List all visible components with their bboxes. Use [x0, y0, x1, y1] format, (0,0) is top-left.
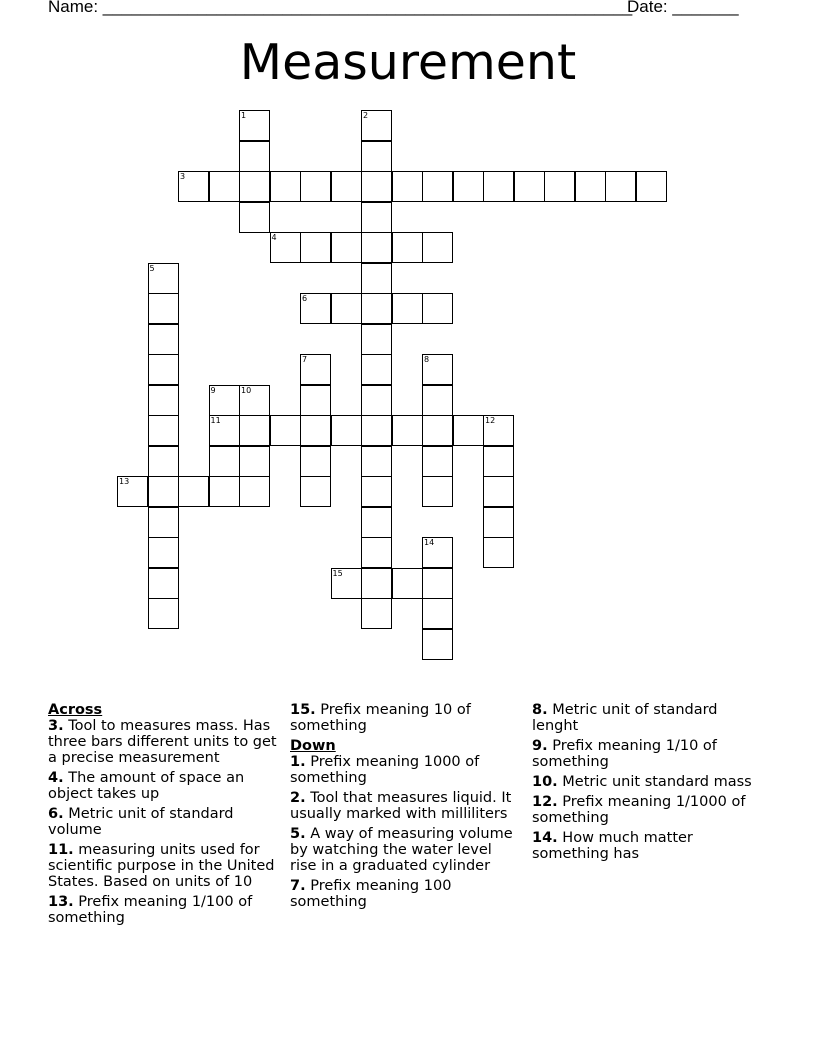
clue-item: [290, 754, 522, 786]
crossword-cell[interactable]: [178, 476, 209, 507]
crossword-cell[interactable]: [148, 568, 179, 599]
crossword-cell[interactable]: [361, 141, 392, 172]
clue-number: 13: [119, 477, 130, 486]
clue-item: [532, 830, 764, 862]
clue-item: [290, 702, 522, 734]
crossword-cell[interactable]: [483, 171, 514, 202]
clue-number: 15: [332, 568, 343, 578]
crossword-cell[interactable]: [422, 171, 453, 202]
crossword-cell[interactable]: [270, 171, 301, 202]
crossword-cell[interactable]: [575, 171, 606, 202]
clue-number: 2: [363, 111, 369, 120]
crossword-cell[interactable]: [239, 171, 270, 202]
crossword-cell[interactable]: [239, 476, 270, 507]
crossword-cell[interactable]: [636, 171, 667, 202]
clue-number: 3: [180, 172, 186, 181]
crossword-cell[interactable]: [453, 171, 484, 202]
clue-number: 9: [210, 385, 216, 395]
crossword-cell[interactable]: [331, 171, 362, 202]
clue-item-number: 6.: [48, 806, 64, 822]
clue-item-text: Tool to measures mass. Has three bars different units to get a precise measurement: [48, 718, 277, 766]
clue-item-number: 12.: [532, 794, 558, 810]
crossword-cell[interactable]: [239, 110, 270, 141]
clue-item-number: 14.: [532, 830, 558, 846]
crossword-cell[interactable]: [209, 415, 240, 446]
crossword-cell[interactable]: [148, 598, 179, 629]
crossword-cell[interactable]: [392, 293, 423, 324]
crossword-cell[interactable]: [300, 446, 331, 477]
crossword-cell[interactable]: [422, 446, 453, 477]
crossword-cell[interactable]: [361, 537, 392, 568]
crossword-cell[interactable]: [148, 293, 179, 324]
crossword-cell[interactable]: [178, 171, 209, 202]
crossword-cell[interactable]: [392, 232, 423, 263]
crossword-cell[interactable]: [239, 385, 270, 416]
clue-number: 12: [485, 416, 496, 425]
clue-number: 5: [149, 263, 155, 273]
clue-item-number: 15.: [290, 702, 316, 718]
clue-item: [290, 826, 522, 874]
crossword-cell[interactable]: [392, 568, 423, 599]
clue-item: [290, 790, 522, 822]
crossword-cell[interactable]: [148, 263, 179, 294]
clue-number: 4: [271, 233, 277, 242]
crossword-cell[interactable]: [300, 476, 331, 507]
clue-item-number: 13.: [48, 894, 74, 910]
clue-item-text: How much matter something has: [532, 830, 693, 862]
crossword-cell[interactable]: [300, 385, 331, 416]
clue-item-text: Prefix meaning 1000 of something: [290, 754, 480, 786]
crossword-cell[interactable]: [209, 171, 240, 202]
crossword-cell[interactable]: [361, 263, 392, 294]
crossword-cell[interactable]: [361, 598, 392, 629]
clue-item: [48, 894, 280, 926]
crossword-cell[interactable]: [331, 415, 362, 446]
crossword-cell[interactable]: [361, 415, 392, 446]
clue-column-1: [48, 702, 280, 930]
crossword-cell[interactable]: [422, 476, 453, 507]
crossword-cell[interactable]: [148, 324, 179, 355]
clue-number: 11: [210, 416, 221, 425]
crossword-cell[interactable]: [361, 507, 392, 538]
crossword-cell[interactable]: [300, 171, 331, 202]
clue-item-number: 4.: [48, 770, 64, 786]
clue-item: [532, 774, 764, 790]
crossword-cell[interactable]: [300, 232, 331, 263]
clue-item-number: 9.: [532, 738, 548, 754]
crossword-cell[interactable]: [361, 110, 392, 141]
clue-column-2: [290, 702, 522, 914]
crossword-cell[interactable]: [331, 568, 362, 599]
crossword-cell[interactable]: [483, 507, 514, 538]
clue-number: 7: [302, 355, 308, 364]
crossword-cell[interactable]: [544, 171, 575, 202]
clue-item-number: 7.: [290, 878, 306, 894]
crossword-cell[interactable]: [361, 232, 392, 263]
crossword-cell[interactable]: [239, 141, 270, 172]
crossword-cell[interactable]: [148, 415, 179, 446]
crossword-cell[interactable]: [483, 537, 514, 568]
crossword-cell[interactable]: [209, 476, 240, 507]
crossword-cell[interactable]: [148, 354, 179, 385]
crossword-cell[interactable]: [361, 446, 392, 477]
crossword-cell[interactable]: [483, 415, 514, 446]
clue-item-text: Metric unit standard mass: [562, 774, 752, 790]
clue-number: 14: [424, 538, 435, 547]
crossword-cell[interactable]: [117, 476, 148, 507]
clue-item-number: 2.: [290, 790, 306, 806]
crossword-cell[interactable]: [148, 537, 179, 568]
crossword-cell[interactable]: [361, 568, 392, 599]
crossword-cell[interactable]: [483, 446, 514, 477]
clue-item: [532, 738, 764, 770]
name-field-label: Name: ________________________________________________________: [48, 0, 633, 16]
crossword-cell[interactable]: [422, 598, 453, 629]
page-title: Measurement: [239, 34, 577, 91]
clue-item: [290, 878, 522, 910]
crossword-cell[interactable]: [361, 385, 392, 416]
clue-item-number: 3.: [48, 718, 64, 734]
crossword-cell[interactable]: [148, 446, 179, 477]
crossword-cell[interactable]: [453, 415, 484, 446]
across-heading: Across: [48, 702, 103, 718]
clue-item-number: 1.: [290, 754, 306, 770]
clue-item: [48, 842, 280, 890]
clue-number: 10: [241, 385, 252, 395]
crossword-cell[interactable]: [422, 568, 453, 599]
crossword-cell[interactable]: [361, 171, 392, 202]
crossword-cell[interactable]: [331, 293, 362, 324]
clue-item: [48, 806, 280, 838]
crossword-cell[interactable]: [483, 476, 514, 507]
crossword-cell[interactable]: [422, 232, 453, 263]
crossword-cell[interactable]: [605, 171, 636, 202]
crossword-cell[interactable]: [361, 202, 392, 233]
crossword-cell[interactable]: [148, 507, 179, 538]
crossword-cell[interactable]: [239, 446, 270, 477]
clue-item-text: Metric unit of standard lenght: [532, 702, 718, 734]
clue-number: 8: [424, 355, 430, 364]
crossword-cell[interactable]: [300, 354, 331, 385]
clue-item: [532, 794, 764, 826]
crossword-cell[interactable]: [148, 385, 179, 416]
clue-item-text: The amount of space an object takes up: [48, 770, 245, 802]
clue-column-3: [532, 702, 764, 866]
crossword-cell[interactable]: [422, 629, 453, 660]
clue-item-text: Prefix meaning 1/1000 of something: [532, 794, 746, 826]
clue-item: [48, 770, 280, 802]
crossword-cell[interactable]: [239, 202, 270, 233]
crossword-cell[interactable]: [148, 476, 179, 507]
crossword-cell[interactable]: [331, 232, 362, 263]
crossword-cell[interactable]: [300, 415, 331, 446]
clue-item-text: A way of measuring volume by watching the water level rise in a graduated cylinder: [290, 826, 513, 874]
clue-item-number: 8.: [532, 702, 548, 718]
crossword-cell[interactable]: [422, 537, 453, 568]
crossword-cell[interactable]: [514, 171, 545, 202]
clue-item-text: measuring units used for scientific purpose in the United States. Based on units of 10: [48, 842, 275, 890]
clue-item-text: Metric unit of standard volume: [48, 806, 234, 838]
clue-item-text: Prefix meaning 100 something: [290, 878, 452, 910]
crossword-cell[interactable]: [239, 415, 270, 446]
crossword-cell[interactable]: [361, 324, 392, 355]
crossword-cell[interactable]: [422, 293, 453, 324]
clue-item-text: Prefix meaning 1/100 of something: [48, 894, 253, 926]
clue-item: [48, 718, 280, 766]
clue-item-text: Tool that measures liquid. It usually marked with milliliters: [290, 790, 512, 822]
clue-item-number: 5.: [290, 826, 306, 842]
clue-item: [532, 702, 764, 734]
crossword-cell[interactable]: [361, 354, 392, 385]
clue-item-text: Prefix meaning 10 of something: [290, 702, 471, 734]
crossword-cell[interactable]: [209, 385, 240, 416]
crossword-cell[interactable]: [361, 293, 392, 324]
crossword-cell[interactable]: [361, 476, 392, 507]
crossword-cell[interactable]: [209, 446, 240, 477]
crossword-cell[interactable]: [300, 293, 331, 324]
crossword-cell[interactable]: [422, 385, 453, 416]
clue-item-text: Prefix meaning 1/10 of something: [532, 738, 717, 770]
clue-item-number: 11.: [48, 842, 74, 858]
crossword-cell[interactable]: [422, 354, 453, 385]
crossword-cell[interactable]: [392, 415, 423, 446]
down-heading: Down: [290, 738, 336, 754]
crossword-cell[interactable]: [270, 232, 301, 263]
clue-item-number: 10.: [532, 774, 558, 790]
clue-number: 6: [302, 294, 308, 303]
crossword-cell[interactable]: [270, 415, 301, 446]
clue-number: 1: [241, 111, 247, 120]
crossword-cell[interactable]: [422, 415, 453, 446]
crossword-cell[interactable]: [392, 171, 423, 202]
date-field-label: Date: _______: [627, 0, 739, 16]
